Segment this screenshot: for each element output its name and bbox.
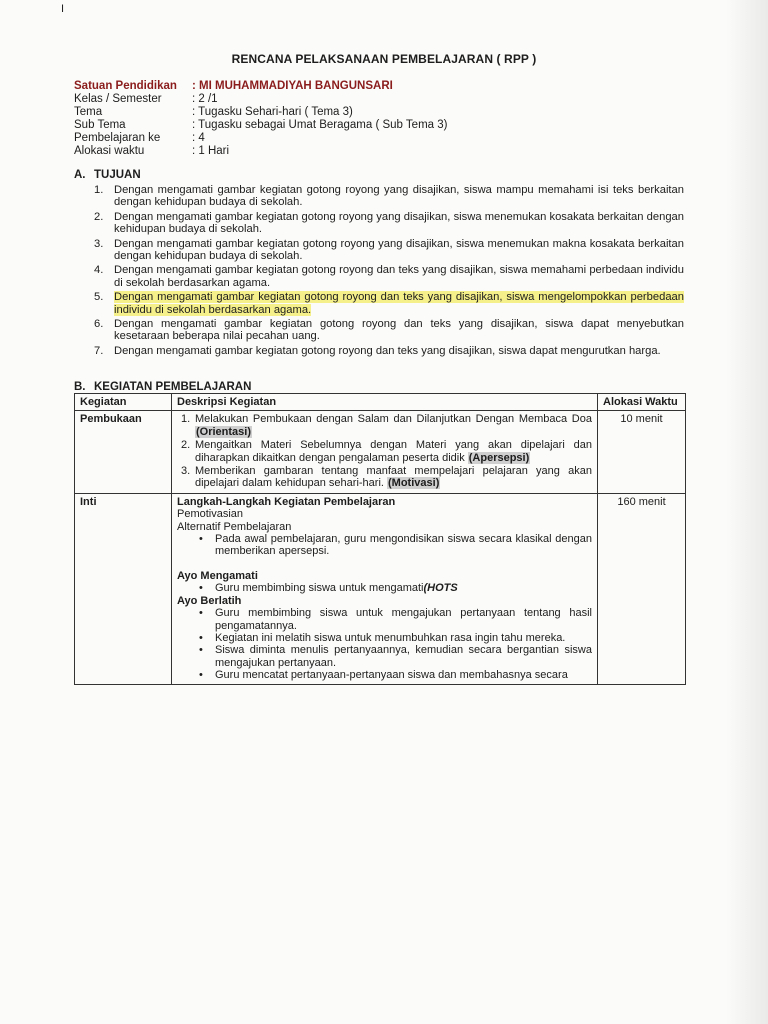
item-number: 5. <box>94 291 104 304</box>
item-text: Guru membimbing siswa untuk mengajukan pertanyaan tentang hasil pengamatannya. <box>215 607 592 632</box>
item-text: Dengan mengamati gambar kegiatan gotong royong dan teks yang disajikan, siswa dapat menyebutkan kesetaraan beberapa nilai pecahan uang. <box>114 318 684 343</box>
identity-value: : 1 Hari <box>192 145 230 157</box>
item-number: 1. <box>94 184 104 196</box>
item-number: 4. <box>94 264 104 277</box>
item-text: Mengaitkan Materi Sebelumnya dengan Materi yang akan dipelajari dan diharapkan dikaitkan dengan pengalaman peserta didik <box>195 439 592 464</box>
item-number: 3. <box>94 237 104 250</box>
identity-label: Kelas / Semester <box>74 93 162 105</box>
document-title: RENCANA PELAKSANAAN PEMBELAJARAN ( RPP ) <box>231 52 537 66</box>
table-row-pembukaan <box>75 411 686 493</box>
inti-line: Alternatif Pembelajaran <box>177 520 292 533</box>
section-title: KEGIATAN PEMBELAJARAN <box>94 381 252 393</box>
cell-alokasi: 160 menit <box>598 493 686 684</box>
table-row-inti <box>75 493 686 684</box>
header-kegiatan: Kegiatan <box>75 394 172 411</box>
cell-kegiatan: Pembukaan <box>75 411 172 493</box>
item-number: 6. <box>94 318 104 331</box>
bullet-icon: • <box>199 607 203 620</box>
item-text: Memberikan gambaran tentang manfaat mempelajari pelajaran yang akan dipelajari dalam kehidupan sehari-hari. <box>195 465 592 490</box>
subheading-ayo-berlatih: Ayo Berlatih <box>177 594 242 607</box>
identity-value: : Tugasku Sehari-hari ( Tema 3) <box>192 106 353 118</box>
cell-alokasi: 10 menit <box>598 411 686 493</box>
identity-row <box>74 106 447 119</box>
cell-deskripsi <box>172 493 598 684</box>
identity-row <box>74 132 447 145</box>
identity-label: Alokasi waktu <box>74 145 145 157</box>
corner-mark: I <box>61 3 65 15</box>
list-item <box>177 413 592 438</box>
item-text: Dengan mengamati gambar kegiatan gotong royong dan teks yang disajikan, siswa memahami perbedaan individu di sekolah berdasarkan agama. <box>114 264 684 289</box>
item-text: Dengan mengamati gambar kegiatan gotong royong yang disajikan, siswa mampu memahami isi teks berkaitan dengan kehidupan budaya di sekolah. <box>114 184 684 209</box>
table-header-row <box>75 394 686 411</box>
activities-table <box>74 393 686 685</box>
list-item <box>199 669 592 681</box>
section-letter: A. <box>74 169 86 181</box>
list-item <box>199 607 592 632</box>
identity-value: : MI MUHAMMADIYAH BANGUNSARI <box>192 80 393 92</box>
section-b-heading <box>74 381 251 393</box>
item-text: Dengan mengamati gambar kegiatan gotong royong dan teks yang disajikan, siswa dapat mengurutkan harga. <box>114 344 661 357</box>
identity-label: Pembelajaran ke <box>74 132 161 144</box>
identity-row <box>74 93 447 106</box>
item-text: Dengan mengamati gambar kegiatan gotong royong yang disajikan, siswa menemukan kosakata berkaitan dengan kehidupan budaya di sekolah. <box>114 210 684 236</box>
list-item <box>94 238 684 263</box>
bullet-icon: • <box>199 533 203 546</box>
tag-apersepsi: (Apersepsi) <box>468 451 530 464</box>
inti-heading: Langkah-Langkah Kegiatan Pembelajaran <box>177 495 396 508</box>
tag-orientasi: (Orientasi) <box>196 425 252 438</box>
identity-block <box>74 80 447 158</box>
list-item-highlighted <box>94 291 684 316</box>
identity-row <box>74 145 447 158</box>
list-item <box>94 211 684 236</box>
identity-row <box>74 80 447 93</box>
item-text: Siswa diminta menulis pertanyaannya, kemudian secara bergantian siswa mengajukan pertanyaan. <box>215 644 592 669</box>
list-item <box>199 533 592 558</box>
identity-value: : Tugasku sebagai Umat Beragama ( Sub Tema 3) <box>192 119 448 131</box>
identity-value: : 4 <box>192 132 205 144</box>
highlighted-text: Dengan mengamati gambar kegiatan gotong royong dan teks yang disajikan, siswa mengelompokkan perbedaan individu di sekolah berdasarkan agama. <box>114 291 684 316</box>
subheading-ayo-mengamati: Ayo Mengamati <box>177 569 258 582</box>
identity-label: Sub Tema <box>74 119 126 131</box>
item-number: 7. <box>94 344 104 357</box>
item-text: Melakukan Pembukaan dengan Salam dan Dilanjutkan Dengan Membaca Doa <box>195 413 592 426</box>
list-item <box>199 632 592 644</box>
inti-line: Pemotivasian <box>177 508 244 521</box>
header-deskripsi: Deskripsi Kegiatan <box>172 394 598 411</box>
list-item <box>94 318 684 343</box>
section-a-heading <box>74 169 141 181</box>
bullet-icon: • <box>199 631 203 644</box>
list-item <box>199 582 592 594</box>
item-text: Guru mencatat pertanyaan-pertanyaan siswa dan membahasnya secara <box>215 669 568 682</box>
header-alokasi: Alokasi Waktu <box>598 394 686 411</box>
cell-kegiatan: Inti <box>75 493 172 684</box>
list-item <box>94 345 684 357</box>
section-title: TUJUAN <box>94 169 141 181</box>
page-edge-shadow <box>726 0 768 1024</box>
list-item <box>177 465 592 490</box>
cell-deskripsi <box>172 411 598 493</box>
section-letter: B. <box>74 381 86 393</box>
item-text: Pada awal pembelajaran, guru mengondisikan siswa secara klasikal dengan memberikan apersepsi. <box>215 533 592 558</box>
bullet-icon: • <box>199 644 203 657</box>
objectives-list <box>94 184 684 359</box>
tag-motivasi: (Motivasi) <box>388 477 440 490</box>
identity-row <box>74 119 447 132</box>
item-text: Dengan mengamati gambar kegiatan gotong royong yang disajikan, siswa menemukan makna kosakata berkaitan dengan kehidupan budaya di sekolah. <box>114 237 684 263</box>
item-text: Guru membimbing siswa untuk mengamati <box>215 582 424 595</box>
list-item <box>94 184 684 209</box>
identity-value: : 2 /1 <box>192 93 218 105</box>
bullet-icon: • <box>199 669 203 682</box>
item-number: 3. <box>181 465 191 478</box>
list-item <box>94 264 684 289</box>
bullet-icon: • <box>199 582 203 595</box>
item-number: 1. <box>181 413 191 426</box>
identity-label: Tema <box>74 106 103 118</box>
list-item <box>177 439 592 464</box>
item-number: 2. <box>181 439 191 452</box>
item-number: 2. <box>94 210 104 223</box>
hots-label: (HOTS <box>423 582 458 595</box>
identity-label: Satuan Pendidikan <box>74 80 177 92</box>
item-text: Kegiatan ini melatih siswa untuk menumbuhkan rasa ingin tahu mereka. <box>215 631 566 644</box>
list-item <box>199 644 592 669</box>
